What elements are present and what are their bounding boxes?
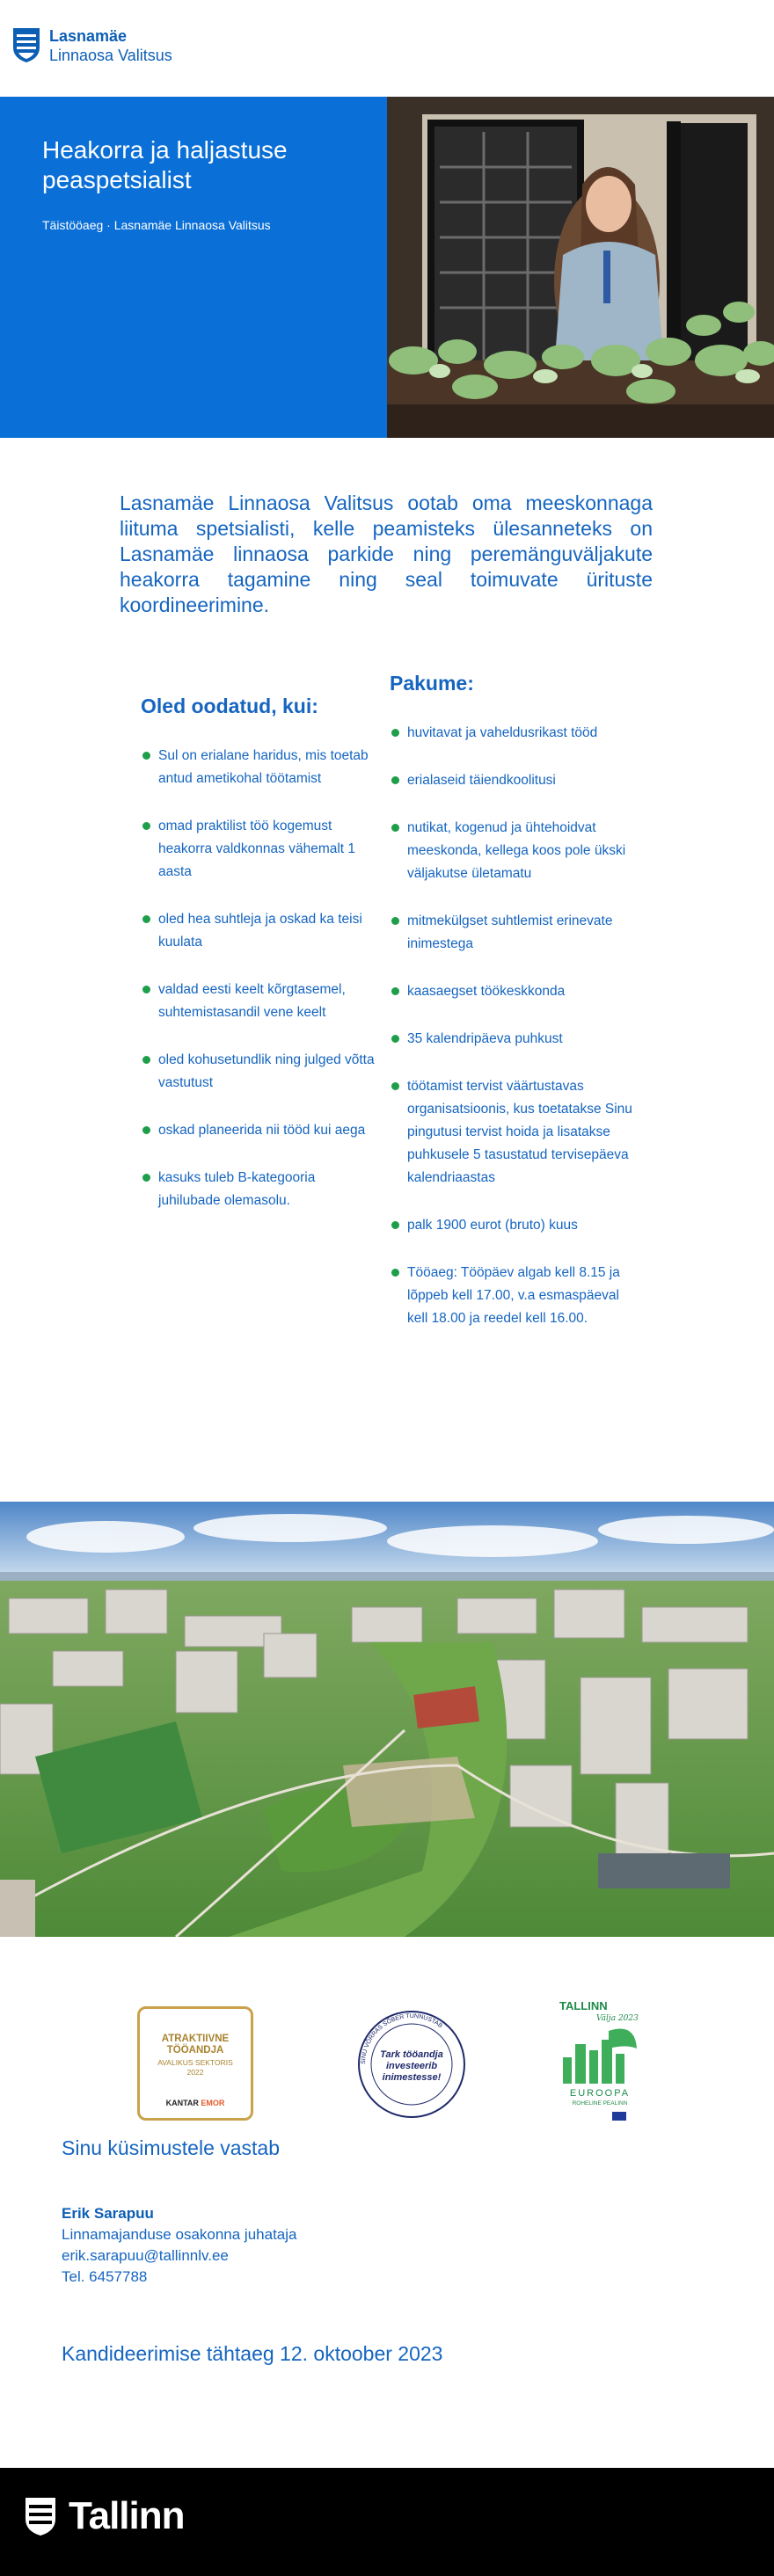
svg-text:TALLINN: TALLINN: [559, 1999, 608, 2012]
contact-email-link[interactable]: erik.sarapuu@tallinnlv.ee: [62, 2247, 229, 2264]
bullet-icon: [142, 915, 150, 923]
bullet-icon: [391, 1269, 399, 1277]
job-title: Heakorra ja haljastuse peaspetsialist: [42, 136, 288, 193]
top-header: [0, 0, 774, 97]
svg-text:investeerib: investeerib: [385, 2061, 438, 2071]
application-deadline: Kandideerimise tähtaeg 12. oktoober 2023: [62, 2342, 443, 2365]
bullet-icon: [142, 1174, 150, 1182]
contact-phone[interactable]: Tel. 6457788: [62, 2268, 148, 2285]
hero-banner: [0, 97, 774, 438]
benefit-item: erialaseid täiendkoolitusi: [390, 769, 636, 792]
contact-name: Erik Sarapuu: [62, 2205, 154, 2222]
hero-photo-woman-at-window: [387, 97, 774, 438]
job-subtitle: Täistööaeg · Lasnamäe Linnaosa Valitsus: [42, 218, 271, 232]
benefit-item: 35 kalendripäeva puhkust: [390, 1028, 636, 1051]
employer-badges: [0, 1996, 774, 2128]
attractive-employer-badge: ATRAKTIIVNE TÖÖANDJA AVALIKUS SEKTORIS 2022 KANTAR EMOR: [137, 2006, 253, 2121]
bullet-icon: [142, 1056, 150, 1064]
requirement-item: oskad planeerida nii tööd kui aega: [141, 1119, 378, 1142]
svg-text:Tark tööandja: Tark tööandja: [380, 2049, 443, 2060]
benefit-item: Tööaeg: Tööpäev algab kell 8.15 ja lõppeb kell 17.00, v.a esmaspäeval kell 18.00 ja reedel kell 16.00.: [390, 1262, 636, 1330]
requirement-item: kasuks tuleb B-kategooria juhilubade olemasolu.: [141, 1167, 378, 1212]
bullet-icon: [142, 1126, 150, 1134]
contact-heading: Sinu küsimustele vastab: [62, 2136, 281, 2159]
city-aerial-photo: [0, 1502, 774, 1937]
bullet-icon: [391, 917, 399, 925]
svg-text:inimestesse!: inimestesse!: [382, 2072, 442, 2083]
benefits-title: Pakume:: [390, 672, 474, 695]
tallinn-logo[interactable]: [25, 2494, 185, 2538]
bullet-icon: [391, 1035, 399, 1043]
intro-paragraph: Lasnamäe Linnaosa Valitsus ootab oma meeskonnaga liituma spetsialisti, kelle peamisteks ülesanneteks on Lasnamäe linnaosa parkide ning peremänguväljakute heakorra tagamine ning seal toimuvate ürituste koordineerimine.: [120, 491, 653, 616]
brand-name: Lasnamäe: [49, 27, 128, 45]
bullet-icon: [391, 729, 399, 737]
benefit-item: palk 1900 eurot (bruto) kuus: [390, 1214, 636, 1237]
contact-role: Linnamajanduse osakonna juhataja: [62, 2226, 297, 2243]
bullet-icon: [391, 1221, 399, 1229]
coat-of-arms-icon: [12, 26, 40, 63]
requirement-item: Sul on erialane haridus, mis toetab antud ametikohal töötamist: [141, 745, 378, 790]
requirement-item: valdad eesti keelt kõrgtasemel, suhtemistasandil vene keelt: [141, 979, 378, 1024]
svg-text:EUROOPA: EUROOPA: [569, 2088, 631, 2099]
svg-text:Välja 2023: Välja 2023: [596, 2014, 639, 2023]
footer: [0, 2468, 774, 2576]
requirement-item: oled kohusetundlik ning julged võtta vastutust: [141, 1049, 378, 1095]
requirement-item: oled hea suhtleja ja oskad ka teisi kuulata: [141, 908, 378, 954]
benefits-section: [390, 672, 636, 1355]
bullet-icon: [391, 776, 399, 784]
svg-text:ROHELINE PEALINN: ROHELINE PEALINN: [572, 2100, 628, 2107]
brand-subname: Linnaosa Valitsus: [49, 47, 172, 64]
benefit-item: huvitavat ja vaheldusrikast tööd: [390, 722, 636, 745]
benefit-item: töötamist tervist väärtustavas organisatsioonis, kus toetatakse Sinu pingutusi tervist hoida ja lisatakse puhkusele 5 tasustatud tervisepäeva kalendriaastas: [390, 1075, 636, 1190]
requirements-title: Oled oodatud, kui:: [141, 695, 318, 717]
hero-text-panel: [0, 97, 387, 438]
green-capital-badge: [556, 1996, 644, 2128]
bullet-icon: [391, 987, 399, 995]
lasnamae-logo[interactable]: [12, 26, 172, 65]
bullet-icon: [391, 1082, 399, 1090]
bullet-icon: [142, 822, 150, 830]
smart-employer-badge: [355, 2008, 468, 2121]
benefit-item: kaasaegset töökeskkonda: [390, 980, 636, 1003]
tallinn-crest-icon: [25, 2496, 56, 2536]
footer-brand: Tallinn: [69, 2494, 185, 2537]
bullet-icon: [142, 752, 150, 760]
bullet-icon: [142, 986, 150, 993]
bullet-icon: [391, 824, 399, 832]
svg-text:SINU VÕRRAS SÕBER TUNNUSTAB: SINU VÕRRAS SÕBER TUNNUSTAB: [360, 2012, 444, 2065]
benefit-item: nutikat, kogenud ja ühtehoidvat meeskonda, kellega koos pole ükski väljakutse ületamatu: [390, 817, 636, 885]
benefit-item: mitmekülgset suhtlemist erinevate inimestega: [390, 910, 636, 956]
requirement-item: omad praktilist töö kogemust heakorra valdkonnas vähemalt 1 aasta: [141, 815, 378, 884]
requirements-section: [141, 695, 378, 1237]
